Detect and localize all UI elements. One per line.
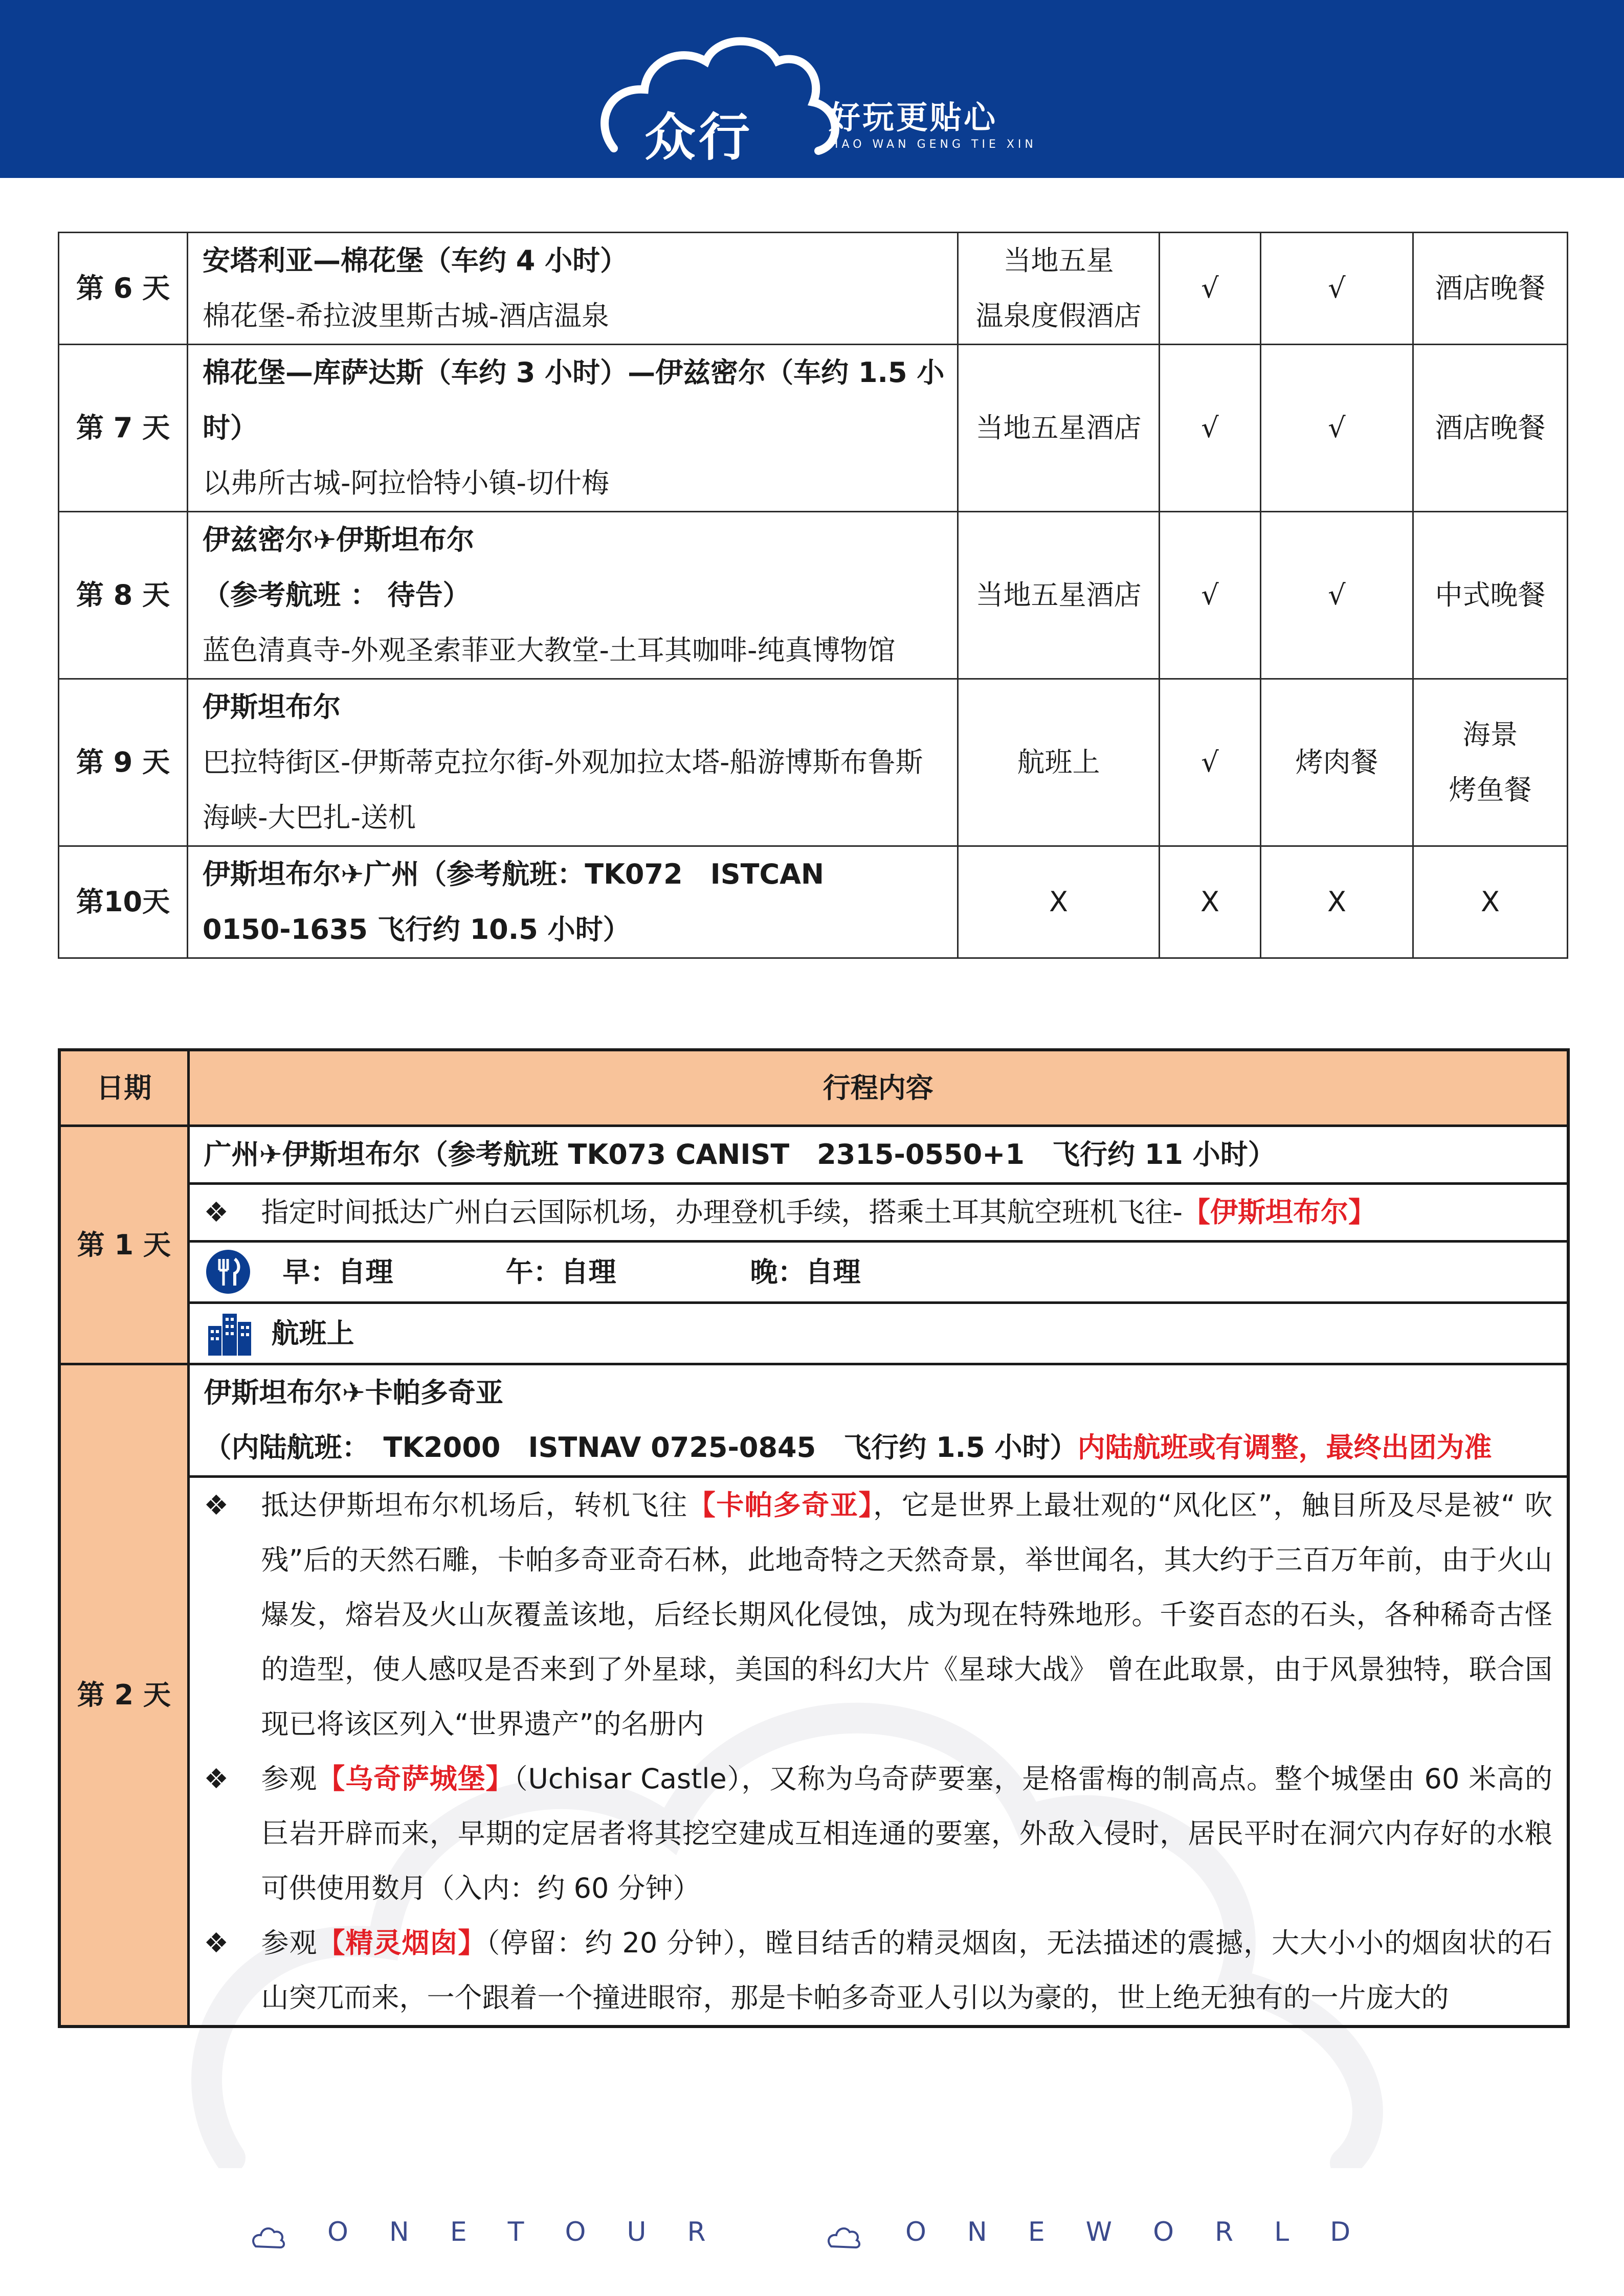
table-row [59, 233, 1568, 345]
page-footer [0, 2217, 1624, 2258]
diamond-bullet-icon: ❖ [204, 1196, 229, 1228]
buildings-icon [205, 1309, 254, 1358]
bullet-item [204, 1478, 1553, 1751]
route-sights: 以弗所古城-阿拉恰特小镇-切什梅 [203, 467, 609, 499]
route-cell [188, 345, 958, 512]
day-cell: 第 9 天 [59, 679, 188, 846]
breakfast-cell: X [1160, 846, 1261, 958]
dinner-cell: 中式晚餐 [1413, 512, 1568, 679]
itinerary-table [58, 1048, 1570, 2028]
lunch-cell: 烤肉餐 [1261, 679, 1413, 846]
brand-logo [598, 31, 1038, 167]
lunch-cell: √ [1261, 345, 1413, 512]
dinner-line: 烤鱼餐 [1449, 774, 1532, 806]
table-row [59, 345, 1568, 512]
flight-note: 内陆航班或有调整，最终出团为准 [1077, 1431, 1492, 1464]
table-row [59, 1476, 1568, 2027]
table-row [59, 1183, 1568, 1241]
breakfast-cell: √ [1160, 512, 1261, 679]
table-header-row [59, 1050, 1568, 1126]
day-title-line2 [204, 1420, 1567, 1475]
hotel-cell: 当地五星酒店 [958, 345, 1160, 512]
footer-left-text: ONETOUR [327, 2217, 747, 2247]
lunch-cell: X [1261, 846, 1413, 958]
route-cell [188, 679, 958, 846]
table-row [59, 1302, 1568, 1364]
bullet-text: 参观 [261, 1926, 318, 1959]
hotel-cell: 航班上 [958, 679, 1160, 846]
day-cell: 第10天 [59, 846, 188, 958]
day-title: 广州✈伊斯坦布尔（参考航班 TK073 CANIST 2315-0550+1 飞行约 11 小时） [188, 1126, 1568, 1183]
dinner-cell: 酒店晚餐 [1413, 345, 1568, 512]
day-flight: （内陆航班： TK2000 ISTNAV 0725-0845 飞行约 1.5 小时） [204, 1431, 1078, 1464]
route-title-cont: 0150-1635 飞行约 10.5 小时） [203, 913, 631, 946]
table-row [59, 1241, 1568, 1302]
breakfast-cell: √ [1160, 345, 1261, 512]
hotel-line: 当地五星 [1003, 244, 1114, 277]
header-content: 行程内容 [188, 1050, 1568, 1126]
bullet-text: 指定时间抵达广州白云国际机场，办理登机手续，搭乘土耳其航空班机飞往- [261, 1196, 1183, 1228]
route-title: 伊斯坦布尔 [203, 691, 341, 723]
dinner-line: 海景 [1462, 718, 1518, 751]
day-cell: 第 8 天 [59, 512, 188, 679]
day-title-line1: 伊斯坦布尔✈卡帕多奇亚 [204, 1377, 503, 1409]
fork-knife-icon [205, 1249, 251, 1295]
table-row [59, 512, 1568, 679]
bullet-text: 参观 [261, 1762, 318, 1795]
summary-table [58, 232, 1568, 959]
diamond-bullet-icon: ❖ [204, 1926, 229, 1959]
bullet-text: （停留：约 20 分钟），瞠目结舌的精灵烟囱，无法描述的震撼，大大小小的烟囱状的石山突兀而来，一个跟着一个撞进眼帘，那是卡帕多奇亚人引以为豪的，世上绝无独有的一片庞大的 [261, 1926, 1553, 2014]
meals-cell [188, 1241, 1568, 1302]
hotel-cell: 当地五星酒店 [958, 512, 1160, 679]
diamond-bullet-icon: ❖ [204, 1489, 229, 1521]
route-cell [188, 846, 958, 958]
table-row [59, 846, 1568, 958]
cloud-icon [826, 2224, 862, 2249]
breakfast-cell: √ [1160, 233, 1261, 345]
route-title-cont: 时） [203, 412, 258, 444]
route-title: 安塔利亚—棉花堡（车约 4 小时） [203, 244, 628, 277]
footer-right-text: ONEWORLD [905, 2217, 1392, 2247]
lunch-cell: √ [1261, 233, 1413, 345]
day-cell: 第 7 天 [59, 345, 188, 512]
route-sights: 蓝色清真寺-外观圣索菲亚大教堂-土耳其咖啡-纯真博物馆 [203, 634, 896, 666]
meal-lunch: 午：自理 [505, 1255, 616, 1288]
day-label: 第 1 天 [59, 1126, 188, 1364]
table-row [59, 1364, 1568, 1476]
hotel-cell [958, 233, 1160, 345]
highlight-text: 【卡帕多奇亚】 [687, 1489, 874, 1521]
meal-breakfast: 早：自理 [282, 1255, 393, 1288]
route-flight: （参考航班 ： 待告） [203, 579, 471, 611]
route-sights: 巴拉特街区-伊斯蒂克拉尔街-外观加拉太塔-船游博斯布鲁斯海峡-大巴扎-送机 [203, 746, 923, 834]
route-title: 伊斯坦布尔✈广州（参考航班：TK072 ISTCAN [203, 858, 825, 890]
bullet-text: （Uchisar Castle），又称为乌奇萨要塞，是格雷梅的制高点。整个城堡由 60 米高的巨岩开辟而来，早期的定居者将其挖空建成互相连通的要塞，外敌入侵时，居民平时在洞穴内存好的水粮可供使用数月（入内：约 60 分钟） [261, 1762, 1553, 1904]
highlight-text: 【精灵烟囱】 [317, 1926, 486, 1959]
bullet-item [188, 1183, 1568, 1241]
hotel-text: 航班上 [271, 1317, 354, 1349]
bullet-text: 抵达伊斯坦布尔机场后，转机飞往 [261, 1489, 688, 1521]
route-cell [188, 512, 958, 679]
cloud-icon [251, 2224, 286, 2249]
hotel-line: 温泉度假酒店 [975, 300, 1142, 332]
lunch-cell: √ [1261, 512, 1413, 679]
dinner-cell: 酒店晚餐 [1413, 233, 1568, 345]
highlight-text: 【乌奇萨城堡】 [317, 1762, 514, 1795]
meal-dinner: 晚：自理 [750, 1255, 861, 1288]
hotel-cell: X [958, 846, 1160, 958]
day-title [188, 1364, 1568, 1476]
brand-slogan-pinyin: HAO WAN GENG TIE XIN [830, 138, 1037, 151]
bullet-item [204, 1916, 1553, 2025]
hotel-cell [188, 1302, 1568, 1364]
brand-slogan: 好玩更贴心 [829, 99, 998, 136]
route-title: 棉花堡—库萨达斯（车约 3 小时）—伊兹密尔（车约 1.5 小 [203, 356, 945, 389]
table-row [59, 679, 1568, 846]
bullets-cell [188, 1476, 1568, 2027]
dinner-cell [1413, 679, 1568, 846]
day-cell: 第 6 天 [59, 233, 188, 345]
header-date: 日期 [59, 1050, 188, 1126]
page-header [0, 0, 1624, 178]
day-label: 第 2 天 [59, 1364, 188, 2027]
diamond-bullet-icon: ❖ [204, 1762, 229, 1795]
table-row [59, 1126, 1568, 1183]
route-sights: 棉花堡-希拉波里斯古城-酒店温泉 [203, 300, 609, 332]
highlight-text: 【伊斯坦布尔】 [1182, 1196, 1376, 1228]
route-cell [188, 233, 958, 345]
dinner-cell: X [1413, 846, 1568, 958]
breakfast-cell: √ [1160, 679, 1261, 846]
route-title: 伊兹密尔✈伊斯坦布尔 [203, 524, 475, 556]
brand-name: 众行 [644, 107, 753, 167]
bullet-item [204, 1751, 1553, 1916]
bullet-text: ，它是世界上最壮观的“风化区”，触目所及尽是被“ 吹残”后的天然石雕，卡帕多奇亚奇石林，此地奇特之天然奇景，举世闻名，其大约于三百万年前，由于火山爆发，熔岩及火山灰覆盖该地，后经长期风化侵蚀，成为现在特殊地形。千姿百态的石头，各种稀奇古怪的造型，使人感叹是否来到了外星球，美国的科幻大片《星球大战》 曾在此取景，由于风景独特，联合国现已将该区列入“世界遗产”的名册内 [261, 1489, 1553, 1740]
